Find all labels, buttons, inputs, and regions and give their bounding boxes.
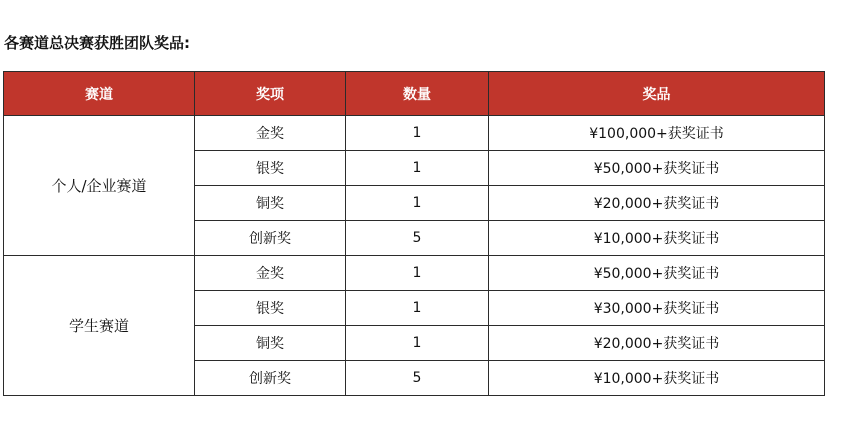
quantity-cell: 5	[346, 221, 489, 256]
prize-cell: ¥10,000+获奖证书	[489, 221, 825, 256]
track-cell: 个人/企业赛道	[4, 116, 195, 256]
prize-cell: ¥50,000+获奖证书	[489, 151, 825, 186]
section-heading: 各赛道总决赛获胜团队奖品:	[4, 34, 190, 52]
award-cell: 创新奖	[195, 221, 346, 256]
quantity-cell: 1	[346, 186, 489, 221]
prize-cell: ¥30,000+获奖证书	[489, 291, 825, 326]
header-prize: 奖品	[489, 72, 825, 116]
award-cell: 铜奖	[195, 326, 346, 361]
quantity-cell: 1	[346, 116, 489, 151]
quantity-cell: 5	[346, 361, 489, 396]
prize-table	[3, 71, 825, 396]
track-cell: 学生赛道	[4, 256, 195, 396]
award-cell: 金奖	[195, 256, 346, 291]
table-header-row	[4, 72, 825, 116]
quantity-cell: 1	[346, 291, 489, 326]
prize-cell: ¥20,000+获奖证书	[489, 326, 825, 361]
award-cell: 银奖	[195, 291, 346, 326]
award-cell: 创新奖	[195, 361, 346, 396]
quantity-cell: 1	[346, 256, 489, 291]
award-cell: 铜奖	[195, 186, 346, 221]
header-award: 奖项	[195, 72, 346, 116]
header-track: 赛道	[4, 72, 195, 116]
quantity-cell: 1	[346, 151, 489, 186]
prize-cell: ¥100,000+获奖证书	[489, 116, 825, 151]
award-cell: 金奖	[195, 116, 346, 151]
prize-cell: ¥50,000+获奖证书	[489, 256, 825, 291]
prize-cell: ¥10,000+获奖证书	[489, 361, 825, 396]
header-quantity: 数量	[346, 72, 489, 116]
award-cell: 银奖	[195, 151, 346, 186]
table-row	[4, 116, 825, 151]
prize-cell: ¥20,000+获奖证书	[489, 186, 825, 221]
quantity-cell: 1	[346, 326, 489, 361]
table-row	[4, 256, 825, 291]
